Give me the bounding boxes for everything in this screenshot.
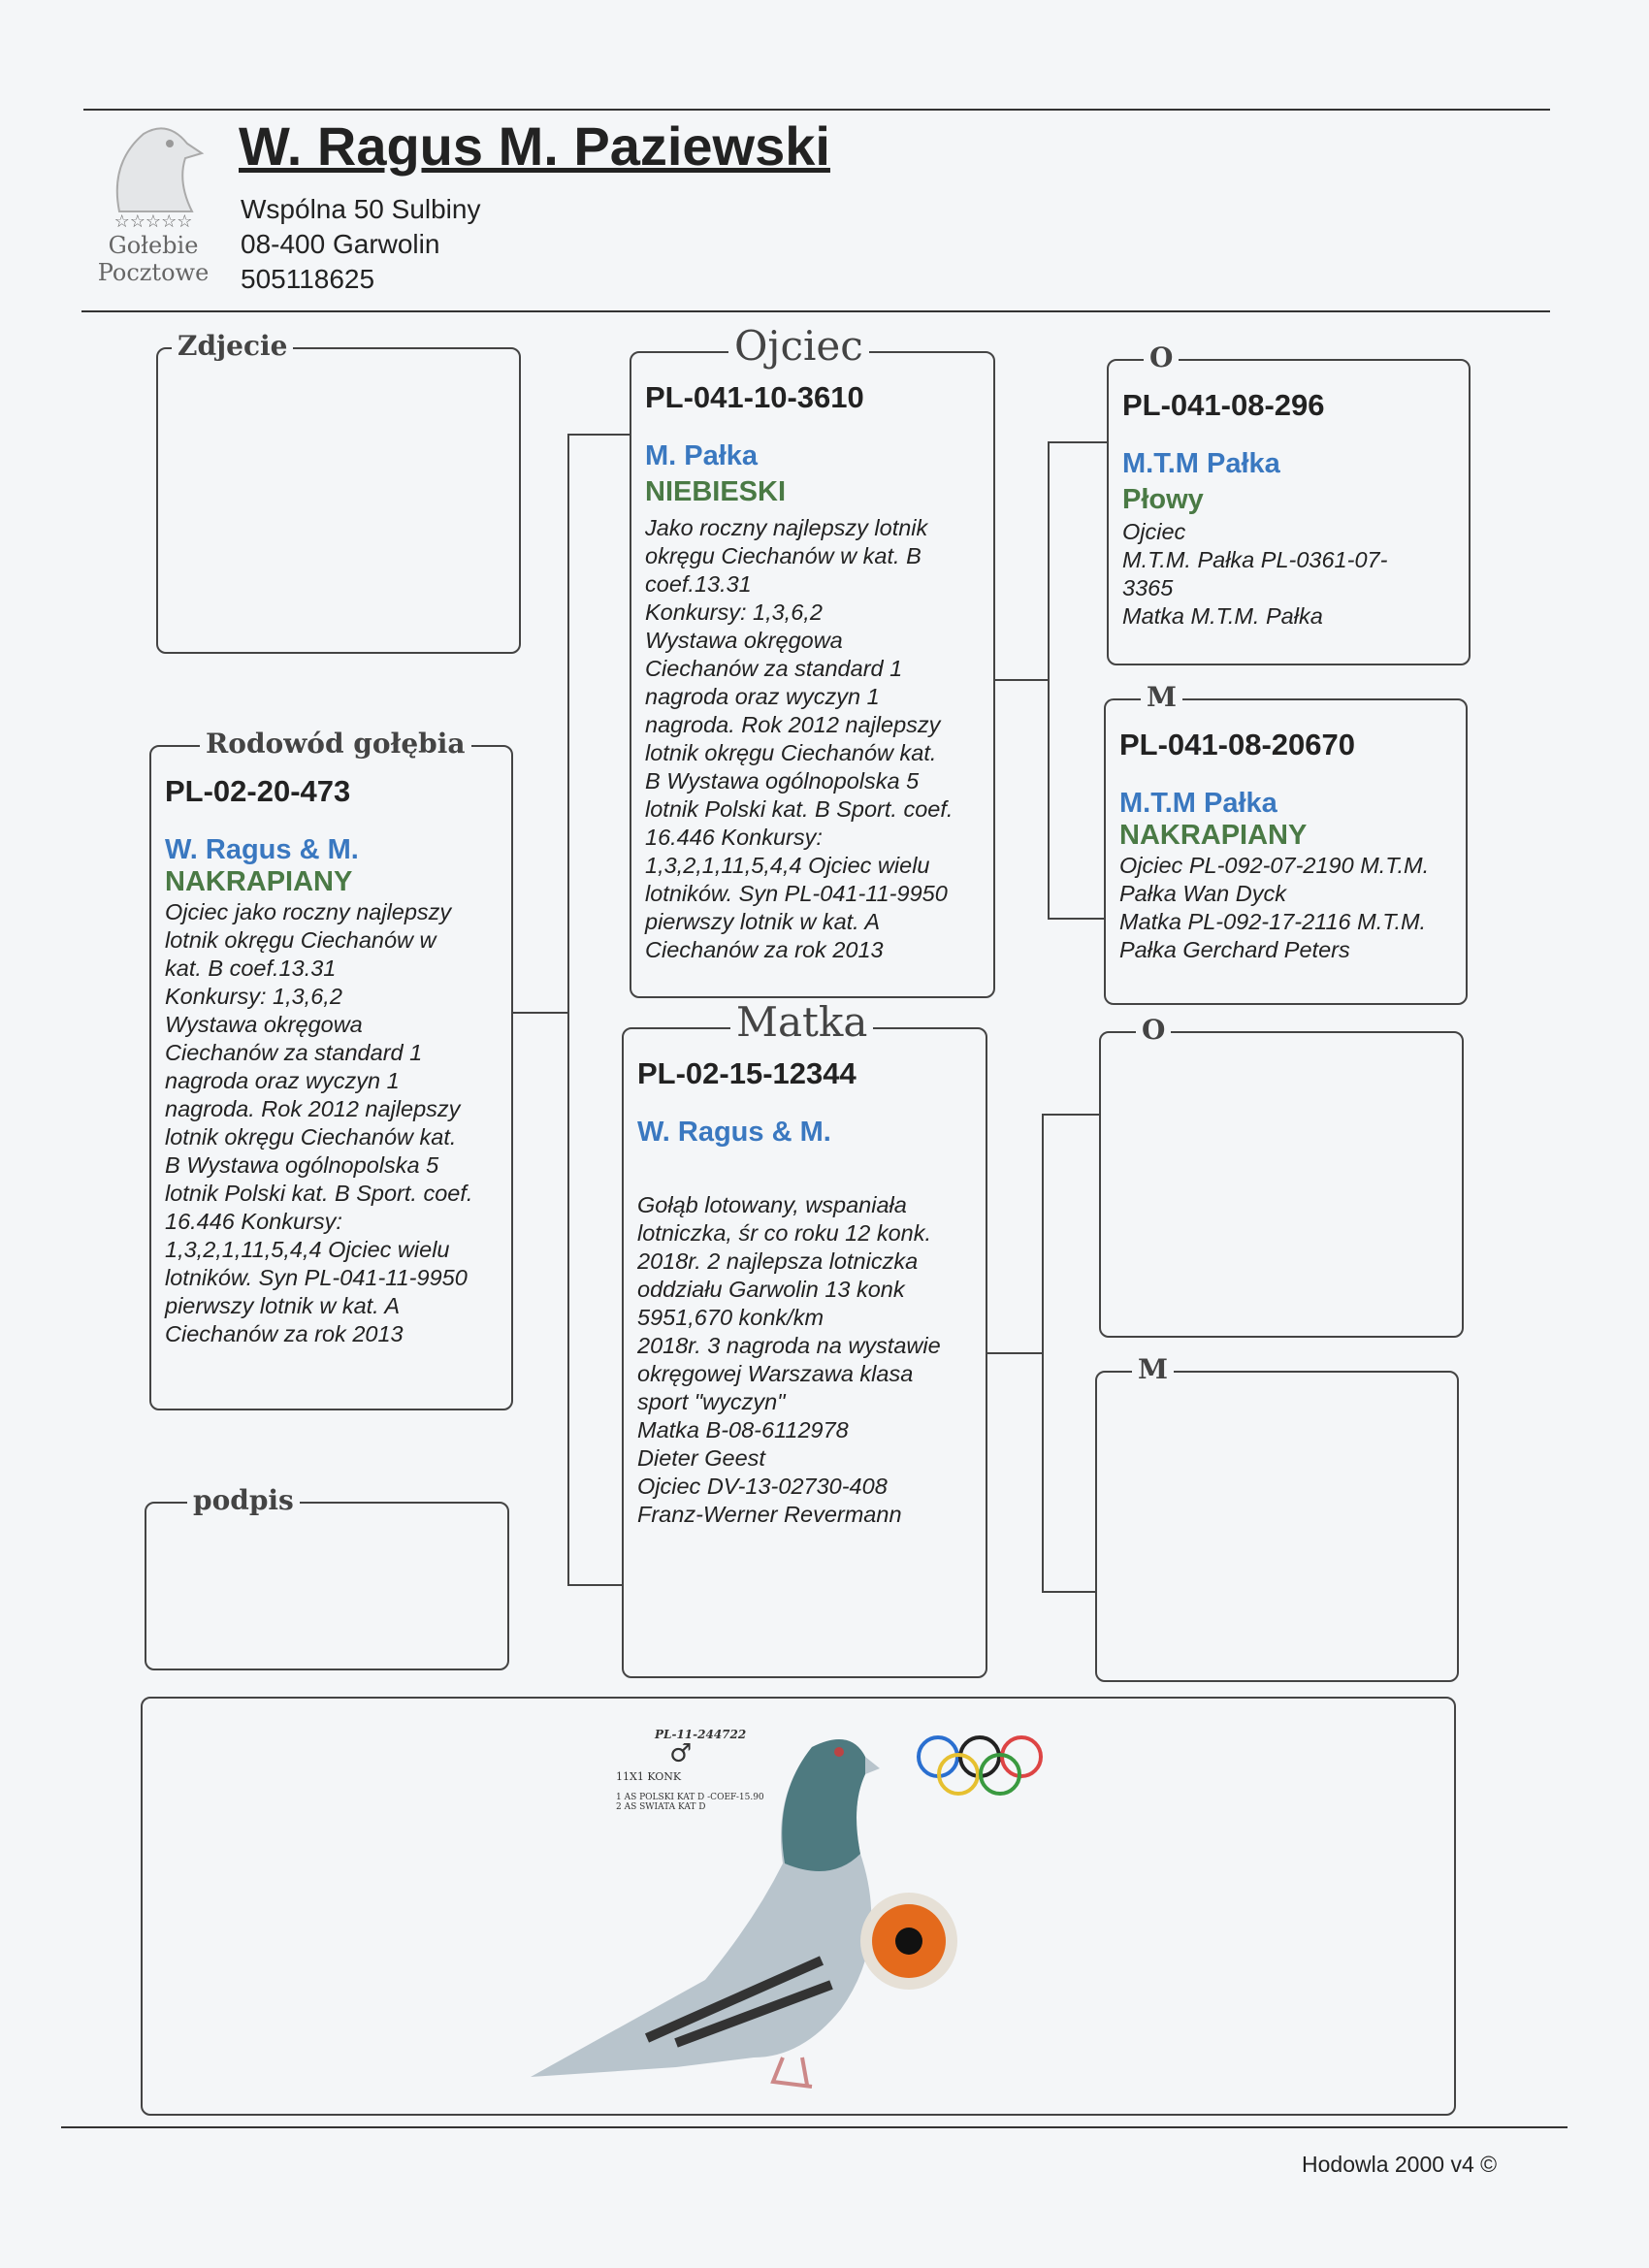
phone: 505118625 bbox=[241, 264, 375, 294]
logo-text: Pocztowe bbox=[97, 259, 210, 286]
photo-line: 1 AS POLSKI KAT D -COEF-15.90 bbox=[616, 1793, 764, 1802]
breeder-title: W. Ragus M. Paziewski bbox=[239, 115, 830, 177]
address-line: 08-400 Garwolin bbox=[241, 229, 440, 259]
photo-ring: PL-11-244722 bbox=[655, 1728, 747, 1741]
logo bbox=[85, 114, 221, 294]
description: Ojciec jako roczny najlepszy lotnik okręgu Ciechanów w kat. B coef.13.31 Konkursy: 1,3,6,2 Wystawa okręgowa Ciechanów za standard 1 nagroda oraz wyczyn 1 nagroda. Rok 2012 najlepszy lotnik okręgu Ciechanów kat. B Wystawa ogólnopolska 5 lotnik Polski kat. B Sport. coef. 16.446 Konkursy: 1,3,2,1,11,5,4,4 Ojciec wielu lotników. Syn PL-041-11-9950 pierwszy lotnik w kat. A Ciechanów za rok 2013 bbox=[165, 899, 473, 1346]
grandfather-label: O bbox=[1136, 1014, 1171, 1046]
maternal-grandfather-box bbox=[1099, 1014, 1464, 1338]
signature-box bbox=[145, 1484, 509, 1670]
connector bbox=[1042, 1591, 1096, 1593]
photo-panel bbox=[141, 1697, 1456, 2116]
mother-label: Matka bbox=[730, 998, 873, 1046]
description: Gołąb lotowany, wspaniała lotniczka, śr co roku 12 konk. 2018r. 2 najlepsza lotniczka oddziału Garwolin 13 konk 5951,670 konk/km 2018r. 3 nagroda na wystawie okręgowej Warszawa klasa sport "wyczyn" Matka B-08-6112978 Dieter Geest Ojciec DV-13-02730-408 Franz-Werner Revermann bbox=[637, 1192, 941, 1527]
grandmother-label: M bbox=[1141, 681, 1182, 713]
signature-label: podpis bbox=[187, 1484, 300, 1516]
ring-number: PL-02-15-12344 bbox=[637, 1056, 857, 1090]
address-line: Wspólna 50 Sulbiny bbox=[241, 194, 481, 224]
pigeon-eye-icon bbox=[860, 1893, 957, 1990]
photo-wins: 11X1 KONK bbox=[616, 1770, 682, 1783]
connector bbox=[1048, 441, 1108, 443]
plumage-color: NAKRAPIANY bbox=[165, 866, 353, 897]
description: Ojciec M.T.M. Pałka PL-0361-07- 3365 Matka M.T.M. Pałka bbox=[1122, 519, 1388, 629]
connector bbox=[1042, 1114, 1044, 1593]
top-divider bbox=[83, 109, 1550, 111]
olympic-rings-icon bbox=[919, 1737, 1041, 1794]
ring-number: PL-041-08-296 bbox=[1122, 388, 1325, 422]
connector bbox=[567, 1584, 624, 1586]
connector bbox=[1042, 1114, 1100, 1116]
description: Ojciec PL-092-07-2190 M.T.M. Pałka Wan Dyck Matka PL-092-17-2116 M.T.M. Pałka Gerchard Peters bbox=[1119, 853, 1430, 962]
ring-number: PL-041-08-20670 bbox=[1119, 728, 1355, 761]
breeder: M. Pałka bbox=[645, 440, 759, 471]
footer-text: Hodowla 2000 v4 © bbox=[1302, 2152, 1498, 2177]
pigeon-head-logo-icon bbox=[100, 114, 207, 221]
grandmother-label: M bbox=[1132, 1353, 1174, 1385]
photo-box bbox=[156, 330, 521, 654]
connector bbox=[1048, 918, 1106, 920]
photo-label: Zdjecie bbox=[172, 330, 293, 362]
mother-box bbox=[622, 998, 987, 1678]
pigeon-box bbox=[149, 728, 513, 1410]
header-divider bbox=[81, 310, 1550, 312]
connector bbox=[567, 434, 631, 436]
breeder: M.T.M Pałka bbox=[1119, 788, 1277, 819]
paternal-grandfather-box bbox=[1107, 341, 1471, 665]
connector bbox=[513, 1012, 569, 1014]
maternal-grandmother-box bbox=[1095, 1353, 1459, 1682]
pigeon-label: Rodowód gołębia bbox=[200, 728, 471, 760]
grandfather-label: O bbox=[1144, 341, 1179, 373]
plumage-color: Płowy bbox=[1122, 484, 1204, 515]
description: Jako roczny najlepszy lotnik okręgu Ciechanów w kat. B coef.13.31 Konkursy: 1,3,6,2 Wystawa okręgowa Ciechanów za standard 1 nagroda oraz wyczyn 1 nagroda. Rok 2012 najlepszy lotnik okręgu Ciechanów kat. B Wystawa ogólnopolska 5 lotnik Polski kat. B Sport. coef. 16.446 Konkursy: 1,3,2,1,11,5,4,4 Ojciec wielu lotników. Syn PL-041-11-9950 pierwszy lotnik w kat. A Ciechanów za rok 2013 bbox=[645, 515, 954, 962]
plumage-color: NIEBIESKI bbox=[645, 476, 787, 507]
bottom-divider bbox=[61, 2126, 1568, 2128]
connector bbox=[567, 434, 569, 1586]
father-label: Ojciec bbox=[728, 322, 869, 370]
male-symbol-icon: ♂ bbox=[669, 1739, 693, 1768]
breeder: W. Ragus & M. bbox=[637, 1117, 831, 1148]
breeder: W. Ragus & M. bbox=[165, 834, 359, 865]
pigeon-photo bbox=[531, 1718, 1210, 2106]
logo-stars: ☆☆☆☆☆ bbox=[113, 211, 193, 232]
ring-number: PL-041-10-3610 bbox=[645, 380, 864, 414]
plumage-color: NAKRAPIANY bbox=[1119, 820, 1308, 851]
father-box bbox=[630, 322, 995, 998]
connector bbox=[1048, 441, 1050, 920]
breeder: M.T.M Pałka bbox=[1122, 448, 1280, 479]
ring-number: PL-02-20-473 bbox=[165, 774, 351, 808]
paternal-grandmother-box bbox=[1104, 681, 1468, 1005]
connector bbox=[987, 1352, 1044, 1354]
photo-line: 2 AS SWIATA KAT D bbox=[616, 1802, 706, 1812]
logo-text: Gołebie bbox=[108, 232, 199, 259]
connector bbox=[995, 679, 1050, 681]
